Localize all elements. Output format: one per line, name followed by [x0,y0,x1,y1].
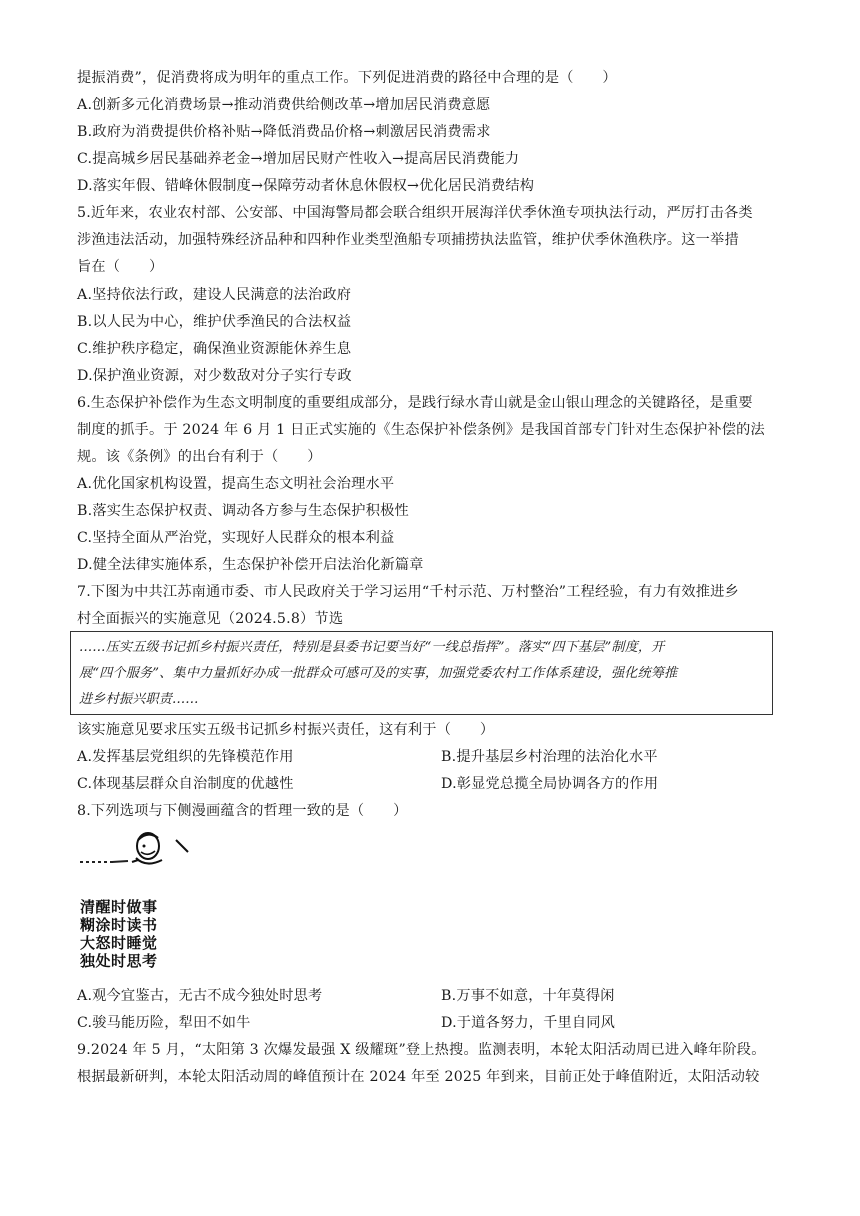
q5-option-a: A.坚持依法行政，建设人民满意的法治政府 [77,287,352,303]
q7-quote-line2: 展“四个服务”、集中力量抓好办成一批群众可感可及的实事，加强党委农村工作体系建设，强化统筹推 [79,666,678,681]
q6-option-b: B.落实生态保护权责、调动各方参与生态保护积极性 [77,503,409,519]
q7-stem-line1: 7.下图为中共江苏南通市委、市人民政府关于学习运用“千村示范、万村整治”工程经验，有力有效推进乡 [77,584,739,600]
q6-stem-line2: 制度的抓手。于 2024 年 6 月 1 日正式实施的《生态保护补偿条例》是我国首部专门针对生态保护补偿的法 [77,422,765,438]
q4-stem: 提振消费”，促消费将成为明年的重点工作。下列促进消费的路径中合理的是（ ） [77,70,617,86]
q5-option-c: C.维护秩序稳定，确保渔业资源能休养生息 [77,341,352,357]
q5-stem-line2: 涉渔违法活动，加强特殊经济品种和四种作业类型渔船专项捕捞执法监管，维护伏季休渔秩序。这一举措 [77,232,739,248]
q4-option-a: A.创新多元化消费场景→推动消费供给侧改革→增加居民消费意愿 [77,97,491,113]
q8-cartoon [76,822,212,978]
cartoon-text-3: 大怒时睡觉 [80,934,158,952]
q4-option-c: C.提高城乡居民基础养老金→增加居民财产性收入→提高居民消费能力 [77,151,520,167]
q7-option-c: C.体现基层群众自治制度的优越性 [77,776,294,792]
q8-option-d: D.于道各努力，千里自同风 [441,1015,616,1031]
q8-option-b: B.万事不如意，十年莫得闲 [441,988,615,1004]
q7-option-b: B.提升基层乡村治理的法治化水平 [441,749,658,765]
cartoon-text-1: 清醒时做事 [80,898,158,916]
q8-stem: 8.下列选项与下侧漫画蕴含的哲理一致的是（ ） [77,803,408,819]
q9-stem-line2: 根据最新研判，本轮太阳活动周的峰值预计在 2024 年至 2025 年到来，目前正处于峰值附近，太阳活动较 [77,1069,760,1085]
q6-option-a: A.优化国家机构设置，提高生态文明社会治理水平 [77,476,395,492]
q8-option-a: A.观今宜鉴古，无古不成今独处时思考 [77,988,323,1004]
q4-option-b: B.政府为消费提供价格补贴→降低消费品价格→刺激居民消费需求 [77,124,491,140]
q7-option-a: A.发挥基层党组织的先锋模范作用 [77,749,294,765]
q7-stem-line2: 村全面振兴的实施意见（2024.5.8）节选 [77,611,344,627]
sleeping-figure-drawing [76,822,212,894]
q7-quote-box [70,631,773,715]
q5-stem-line1: 5.近年来，农业农村部、公安部、中国海警局都会联合组织开展海洋伏季休渔专项执法行动，严厉打击各类 [77,205,753,221]
q5-option-d: D.保护渔业资源，对少数敌对分子实行专政 [77,368,352,384]
q5-option-b: B.以人民为中心，维护伏季渔民的合法权益 [77,314,352,330]
q6-stem-line3: 规。该《条例》的出台有利于（ ） [77,449,322,465]
q9-stem-line1: 9.2024 年 5 月，“太阳第 3 次爆发最强 X 级耀斑”登上热搜。监测表明，本轮太阳活动周已进入峰年阶段。 [77,1042,766,1058]
q7-quote-line1: ……压实五级书记抓乡村振兴责任，特别是县委书记要当好“一线总指挥”。落实“四下基层”制度，开 [79,640,665,655]
q6-option-c: C.坚持全面从严治党，实现好人民群众的根本利益 [77,530,395,546]
q4-option-d: D.落实年假、错峰休假制度→保障劳动者休息休假权→优化居民消费结构 [77,178,535,194]
q6-option-d: D.健全法律实施体系，生态保护补偿开启法治化新篇章 [77,557,424,573]
cartoon-text-2: 糊涂时读书 [80,916,158,934]
q7-quote-line3: 进乡村振兴职责…… [79,692,199,707]
q7-stem-line3: 该实施意见要求压实五级书记抓乡村振兴责任，这有利于（ ） [77,722,495,738]
cartoon-text-4: 独处时思考 [80,952,158,970]
q7-option-d: D.彰显党总揽全局协调各方的作用 [441,776,659,792]
q5-stem-line3: 旨在（ ） [77,259,164,275]
q6-stem-line1: 6.生态保护补偿作为生态文明制度的重要组成部分，是践行绿水青山就是金山银山理念的关键路径，是重要 [77,395,753,411]
q8-option-c: C.骏马能历险，犁田不如牛 [77,1015,251,1031]
